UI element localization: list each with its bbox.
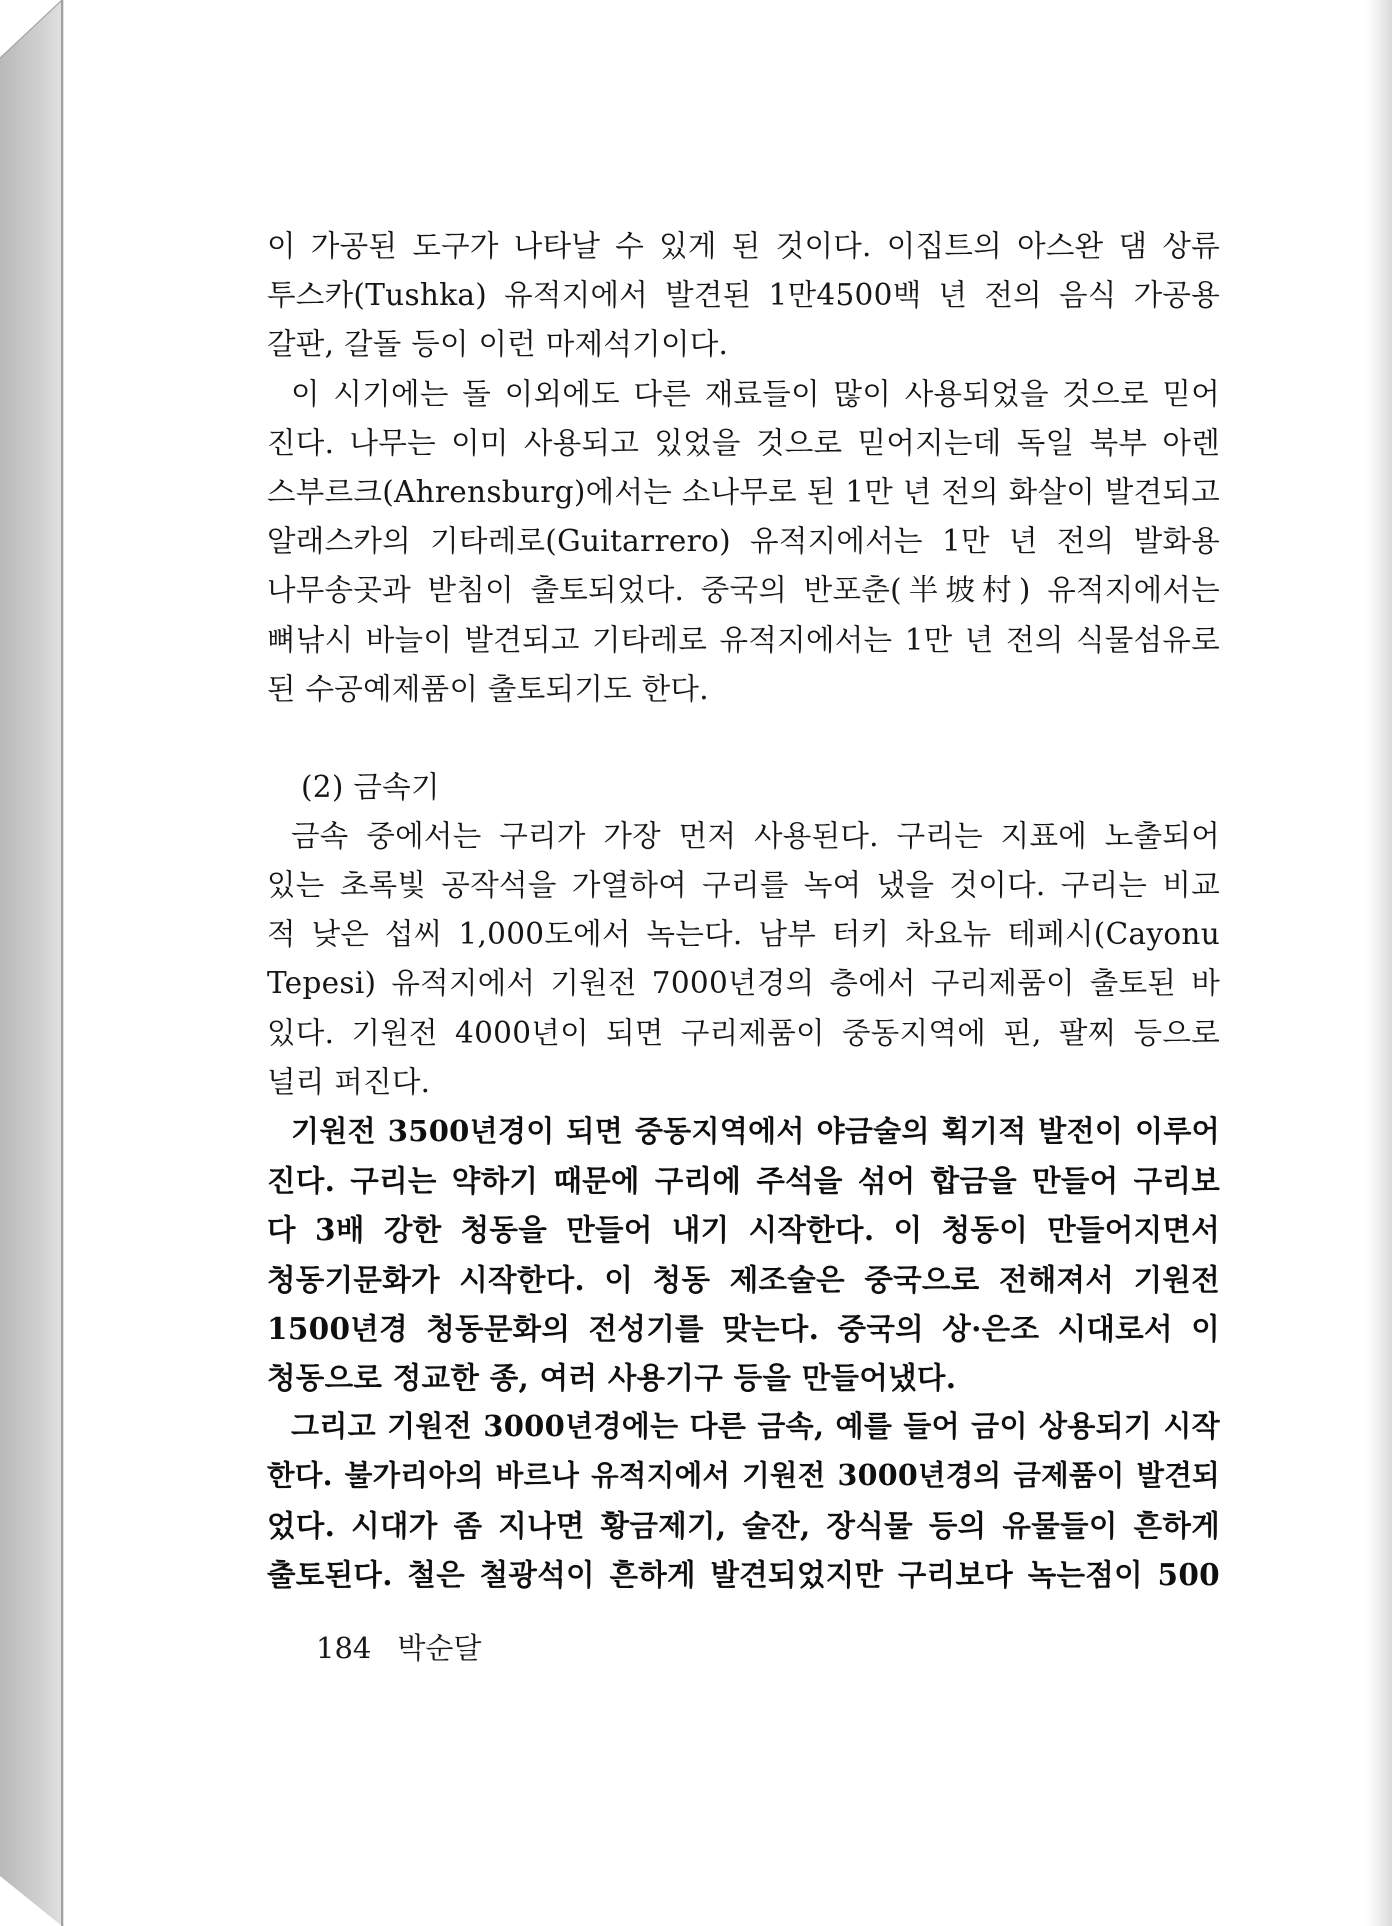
text-line: 알래스카의 기타레로(Guitarrero) 유적지에서는 1만 년 전의 발화용 xyxy=(267,524,1220,559)
text-line: 있는 초록빛 공작석을 가열하여 구리를 녹여 냈을 것이다. 구리는 비교 xyxy=(267,868,1220,903)
text-line: 스부르크(Ahrensburg)에서는 소나무로 된 1만 년 전의 화살이 발견되고 xyxy=(267,474,1220,509)
book-spine xyxy=(0,0,70,1926)
running-author: 박순달 xyxy=(397,1631,482,1665)
text-line: 금속 중에서는 구리가 가장 먼저 사용된다. 구리는 지표에 노출되어 xyxy=(291,818,1220,853)
text-line: 다 3배 강한 청동을 만들어 내기 시작한다. 이 청동이 만들어지면서 xyxy=(267,1212,1220,1248)
text-line: 었다. 시대가 좀 지나면 황금제기, 술잔, 장식물 등의 유물들이 흔하게 xyxy=(267,1507,1220,1543)
section-2-paragraph-3 xyxy=(267,1402,1220,1599)
text-line: 그리고 기원전 3000년경에는 다른 금속, 예를 들어 금이 상용되기 시작 xyxy=(291,1409,1220,1444)
book-spine-graphic xyxy=(0,0,70,1926)
text-line: 진다. 나무는 이미 사용되고 있었을 것으로 믿어지는데 독일 북부 아렌 xyxy=(267,425,1220,460)
section-1 xyxy=(267,222,1220,714)
text-line: 널리 퍼진다. xyxy=(267,1064,431,1099)
section-heading: (2) 금속기 xyxy=(301,769,440,804)
text-line: 갈판, 갈돌 등이 이런 마제석기이다. xyxy=(267,327,729,362)
text-line: 적 낮은 섭씨 1,000도에서 녹는다. 남부 터키 차요뉴 테페시(Cayonu xyxy=(267,917,1220,952)
text-line: 투스카(Tushka) 유적지에서 발견된 1만4500백 년 전의 음식 가공용 xyxy=(267,278,1220,313)
body-text xyxy=(267,222,1220,1599)
text-line: 한다. 불가리아의 바르나 유적지에서 기원전 3000년경의 금제품이 발견되 xyxy=(267,1458,1220,1493)
text-line: Tepesi) 유적지에서 기원전 7000년경의 층에서 구리제품이 출토된 바 xyxy=(267,966,1220,1001)
text-line: 진다. 구리는 약하기 때문에 구리에 주석을 섞어 합금을 만들어 구리보 xyxy=(267,1163,1220,1199)
page-footer xyxy=(316,1626,507,1667)
text-line: 청동기문화가 시작한다. 이 청동 제조술은 중국으로 전해져서 기원전 xyxy=(267,1261,1220,1297)
section-2-paragraph-2 xyxy=(267,1107,1220,1402)
text-line: 기원전 3500년경이 되면 중동지역에서 야금술의 획기적 발전이 이루어 xyxy=(291,1114,1220,1148)
text-line: 이 가공된 도구가 나타날 수 있게 된 것이다. 이집트의 아스완 댐 상류 xyxy=(267,229,1220,263)
section-2-paragraph-1 xyxy=(267,812,1220,1107)
page-right-edge xyxy=(1366,0,1392,1926)
text-line: 이 시기에는 돌 이외에도 다른 재료들이 많이 사용되었을 것으로 믿어 xyxy=(291,376,1220,411)
text-line: 있다. 기원전 4000년이 되면 구리제품이 중동지역에 핀, 팔찌 등으로 xyxy=(267,1015,1220,1050)
text-line: 청동으로 정교한 종, 여러 사용기구 등을 만들어냈다. xyxy=(267,1359,957,1395)
text-line: 출토된다. 철은 철광석이 흔하게 발견되었지만 구리보다 녹는점이 500 xyxy=(267,1556,1220,1592)
text-line: 된 수공예제품이 출토되기도 한다. xyxy=(267,671,709,706)
page-number: 184 xyxy=(316,1631,372,1665)
text-line: 나무송곳과 받침이 출토되었다. 중국의 반포춘(半坡村) 유적지에서는 xyxy=(267,573,1220,608)
text-line: 뼈낚시 바늘이 발견되고 기타레로 유적지에서는 1만 년 전의 식물섬유로 xyxy=(267,622,1220,657)
text-line: 1500년경 청동문화의 전성기를 맞는다. 중국의 상·은조 시대로서 이 xyxy=(267,1310,1220,1346)
